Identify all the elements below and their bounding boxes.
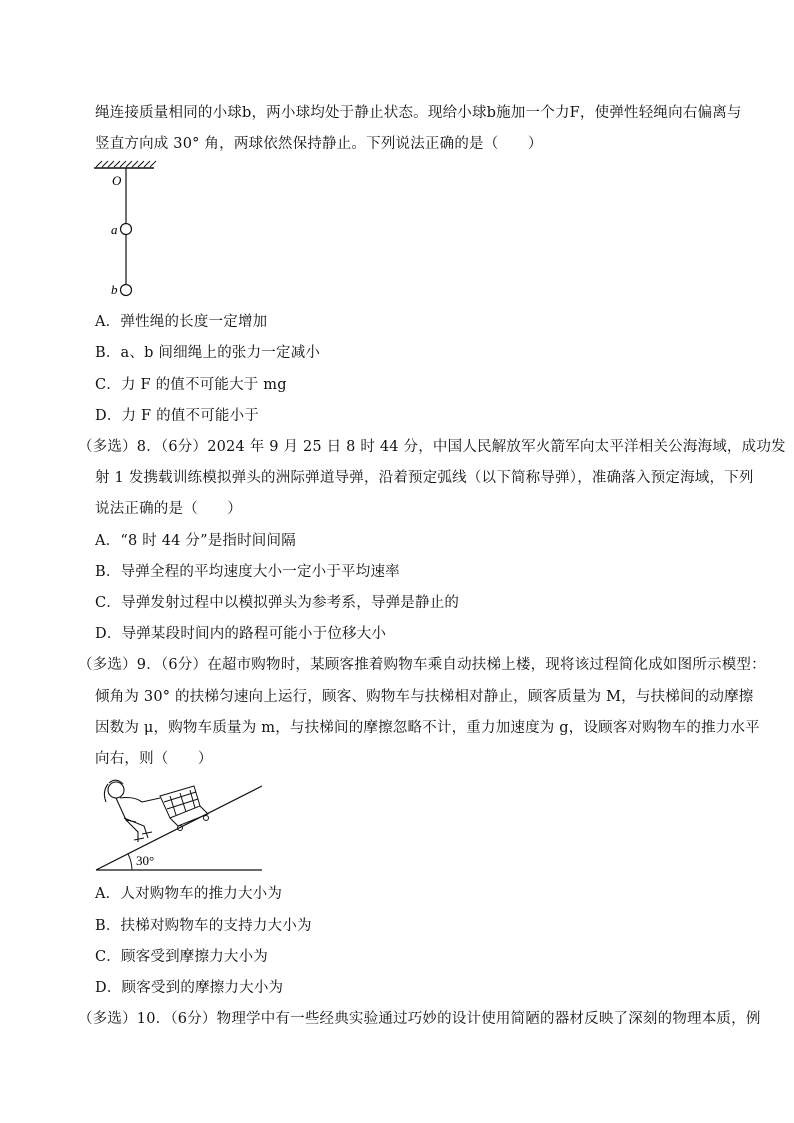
- q9-option-a: A．人对购物车的推力大小为: [95, 886, 283, 902]
- q9-stem-line-2: 倾角为 30° 的扶梯匀速向上运行，顾客、购物车与扶梯相对静止，顾客质量为 M，与扶梯间的动摩擦: [95, 689, 754, 705]
- shopper-icon: [104, 780, 152, 842]
- q7-option-c: C．力 F 的值不可能大于 mg: [95, 377, 287, 393]
- angle-label: 30°: [136, 853, 155, 868]
- q8-option-d: D．导弹某段时间内的路程可能小于位移大小: [95, 626, 387, 642]
- q8-stem-line-2: 射 1 发携载训练模拟弹头的洲际弹道导弹，沿着预定弧线（以下简称导弹），准确落入预定海域，下列: [95, 470, 754, 486]
- q7-option-a: A．弹性绳的长度一定增加: [95, 314, 268, 330]
- q9-option-b: B．扶梯对购物车的支持力大小为: [95, 918, 312, 934]
- q7-option-b: B．a、b 间细绳上的张力一定减小: [95, 345, 321, 361]
- q9-stem-line-4: 向右，则（ ）: [95, 751, 213, 767]
- q9-option-d: D．顾客受到的摩擦力大小为: [95, 980, 284, 996]
- q8-stem-line-1: （多选）8．（6分）2024 年 9 月 25 日 8 时 44 分，中国人民解放军火箭军向太平洋相关公海海域，成功发: [78, 439, 786, 455]
- q9-escalator-figure: [94, 772, 266, 872]
- q7-option-d: D．力 F 的值不可能小于: [95, 408, 260, 424]
- label-o: O: [112, 173, 122, 188]
- q10-stem-line-1: （多选）10．（6分）物理学中有一些经典实验通过巧妙的设计使用简陋的器材反映了深刻的物理本质，例: [78, 1011, 761, 1027]
- q7-hanging-balls-figure: [92, 160, 172, 300]
- q7-stem-line-1: 绳连接质量相同的小球b，两小球均处于静止状态。现给小球b施加一个力F，使弹性轻绳向右偏离与: [95, 105, 742, 121]
- q8-option-c: C．导弹发射过程中以模拟弹头为参考系，导弹是静止的: [95, 595, 460, 611]
- label-a: a: [111, 222, 118, 237]
- q9-stem-line-1: （多选）9．（6分）在超市购物时，某顾客推着购物车乘自动扶梯上楼，现将该过程简化成如图所示模型：: [78, 657, 766, 673]
- q8-option-a: A．“8 时 44 分”是指时间间隔: [95, 533, 296, 549]
- label-b: b: [111, 282, 118, 297]
- q7-stem-line-2: 竖直方向成 30° 角，两球依然保持静止。下列说法正确的是（ ）: [95, 136, 543, 152]
- q9-option-c: C．顾客受到摩擦力大小为: [95, 949, 268, 965]
- shopping-cart-icon: [142, 786, 209, 831]
- q8-option-b: B．导弹全程的平均速度大小一定小于平均速率: [95, 564, 400, 580]
- q9-stem-line-3: 因数为 μ，购物车质量为 m，与扶梯间的摩擦忽略不计，重力加速度为 g，设顾客对购物车的推力水平: [95, 720, 760, 736]
- q8-stem-line-3: 说法正确的是（ ）: [95, 501, 242, 517]
